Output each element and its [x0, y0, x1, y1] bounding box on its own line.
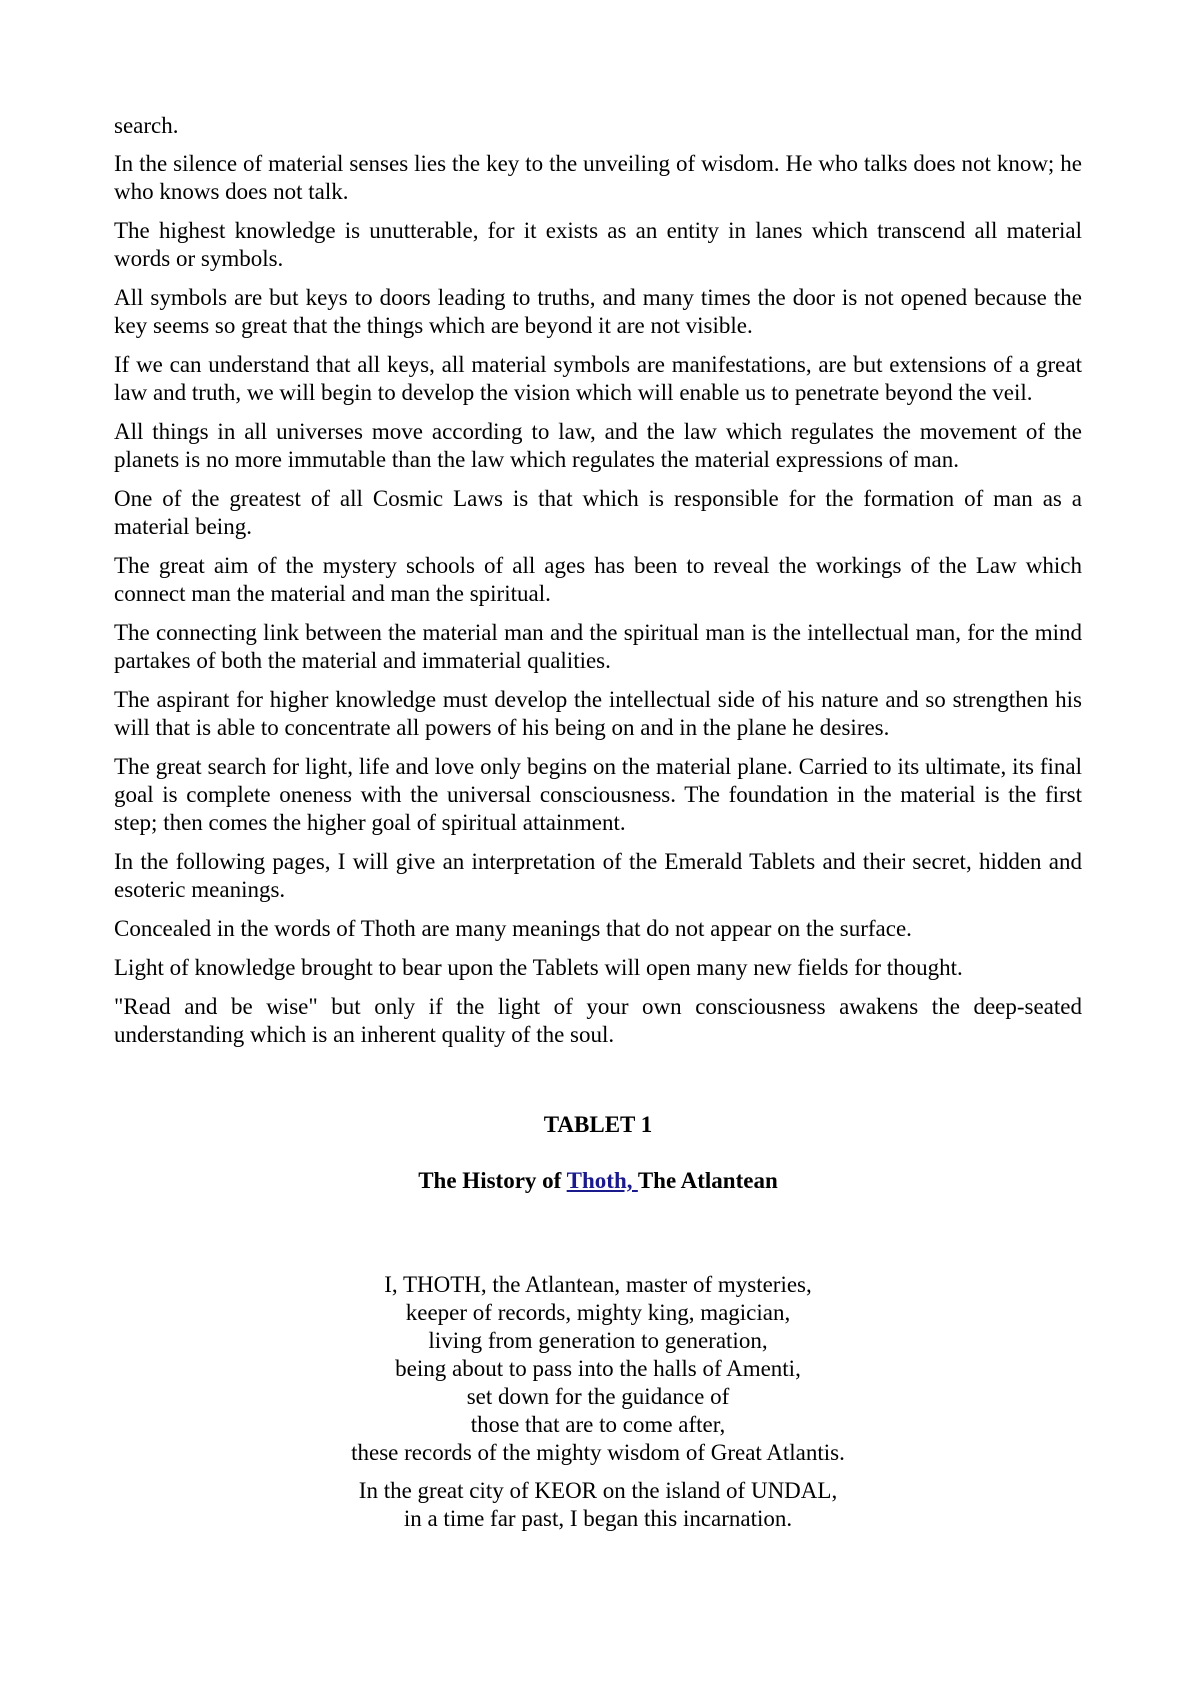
verse-line: keeper of records, mighty king, magician, — [405, 1300, 791, 1325]
paragraph: All things in all universes move according to law, and the law which regulates the movement of the planets is no more immutable than the law which regulates the material expressions of man. — [114, 419, 1082, 472]
tablet-title: TABLET 1 — [543, 1112, 653, 1137]
paragraph: search. — [114, 113, 179, 138]
verse-stanza — [114, 1477, 1082, 1533]
paragraph: "Read and be wise" but only if the light of your own consciousness awakens the deep-seated understanding which is an inherent quality of the soul. — [114, 994, 1082, 1047]
verse-line: being about to pass into the halls of Amenti, — [395, 1356, 801, 1381]
paragraph: The aspirant for higher knowledge must develop the intellectual side of his nature and so strengthen his will that is able to concentrate all powers of his being on and in the plane he desires. — [114, 687, 1082, 740]
verse-line: living from generation to generation, — [428, 1328, 768, 1353]
paragraph: In the following pages, I will give an interpretation of the Emerald Tablets and their secret, hidden and esoteric meanings. — [114, 849, 1082, 902]
document-page — [114, 112, 1082, 1533]
paragraph: All symbols are but keys to doors leading to truths, and many times the door is not opened because the key seems so great that the things which are beyond it are not visible. — [114, 285, 1082, 338]
paragraph: One of the greatest of all Cosmic Laws is that which is responsible for the formation of man as a material being. — [114, 486, 1082, 539]
verse-line: in a time far past, I began this incarnation. — [403, 1506, 793, 1531]
paragraph: Light of knowledge brought to bear upon the Tablets will open many new fields for thought. — [114, 955, 963, 980]
verse-line: those that are to come after, — [470, 1412, 726, 1437]
tablet-subtitle — [114, 1167, 1082, 1195]
verse-line: I, THOTH, the Atlantean, master of mysteries, — [384, 1272, 812, 1297]
paragraph: In the silence of material senses lies the key to the unveiling of wisdom. He who talks does not know; he who knows does not talk. — [114, 151, 1082, 204]
paragraph: The connecting link between the material man and the spiritual man is the intellectual man, for the mind partakes of both the material and immaterial qualities. — [114, 620, 1082, 673]
verse-line: these records of the mighty wisdom of Great Atlantis. — [351, 1440, 845, 1465]
verse-line: In the great city of KEOR on the island of UNDAL, — [358, 1478, 838, 1503]
thoth-link[interactable]: Thoth, — [566, 1168, 638, 1193]
paragraph: Concealed in the words of Thoth are many meanings that do not appear on the surface. — [114, 916, 912, 941]
subtitle-prefix: The History of — [418, 1168, 567, 1193]
paragraph: The great aim of the mystery schools of all ages has been to reveal the workings of the Law which connect man the material and man the spiritual. — [114, 553, 1082, 606]
paragraph: The highest knowledge is unutterable, for it exists as an entity in lanes which transcend all material words or symbols. — [114, 218, 1082, 271]
verse-line: set down for the guidance of — [466, 1384, 730, 1409]
paragraph: If we can understand that all keys, all material symbols are manifestations, are but extensions of a great law and truth, we will begin to develop the vision which will enable us to penetrate beyond the veil. — [114, 352, 1082, 405]
paragraph: The great search for light, life and love only begins on the material plane. Carried to its ultimate, its final goal is complete oneness with the universal consciousness. The foundation in the material is the first step; then comes the higher goal of spiritual attainment. — [114, 754, 1082, 835]
subtitle-suffix: The Atlantean — [637, 1168, 778, 1193]
verse-stanza — [114, 1271, 1082, 1467]
